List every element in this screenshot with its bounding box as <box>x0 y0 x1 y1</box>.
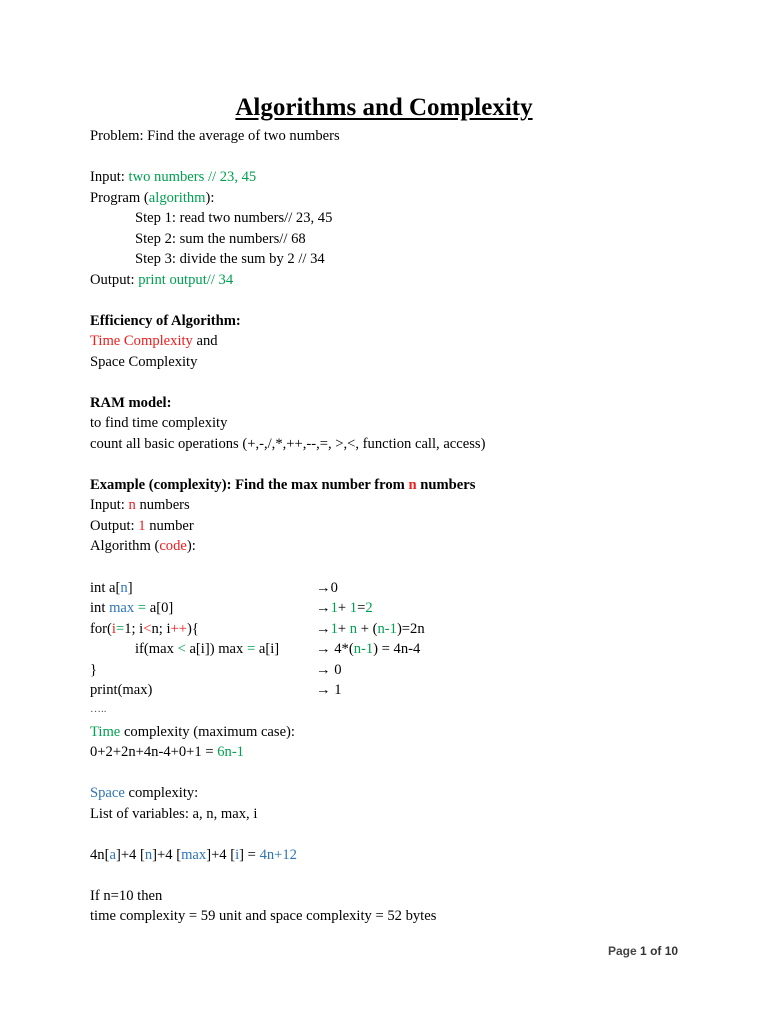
op-count-6: → 1 <box>316 682 342 698</box>
code-line-4: if(max < a[i]) max = a[i] <box>135 641 280 657</box>
time-complexity-line: Time Complexity and <box>90 333 218 349</box>
document-title: Algorithms and Complexity <box>235 94 533 121</box>
arrow-icon: → <box>316 662 331 678</box>
code-line-3: for(i=1; i<n; i++){ <box>90 621 199 637</box>
step-1: Step 1: read two numbers// 23, 45 <box>135 210 333 226</box>
input-line: Input: two numbers // 23, 45 <box>90 169 257 185</box>
code-line-2: int max = a[0] <box>90 600 174 616</box>
page-number: Page 1 of 10 <box>608 944 679 958</box>
ram-line-1: to find time complexity <box>90 415 228 431</box>
example-output: Output: 1 number <box>90 518 194 534</box>
arrow-icon: → <box>316 641 331 657</box>
conclusion-line-1: If n=10 then <box>90 888 163 904</box>
example-input: Input: n numbers <box>90 497 190 513</box>
op-count-4: → 4*(n-1) = 4n-4 <box>316 641 421 657</box>
variables-list: List of variables: a, n, max, i <box>90 806 258 822</box>
output-line: Output: print output// 34 <box>90 272 234 288</box>
program-line: Program (algorithm): <box>90 190 215 206</box>
ram-line-2: count all basic operations (+,-,/,*,++,--,=, >,<, function call, access) <box>90 436 486 452</box>
arrow-icon: → <box>316 580 331 596</box>
arrow-icon: → <box>316 682 331 698</box>
step-3: Step 3: divide the sum by 2 // 34 <box>135 251 325 267</box>
space-complexity-heading: Space complexity: <box>90 785 199 801</box>
conclusion-line-2: time complexity = 59 unit and space complexity = 52 bytes <box>90 908 437 924</box>
ram-heading: RAM model: <box>90 395 172 411</box>
arrow-icon: → <box>316 600 331 616</box>
code-line-5: } <box>90 662 98 678</box>
time-complexity-heading: Time complexity (maximum case): <box>90 724 295 740</box>
time-complexity-formula: 0+2+2n+4n-4+0+1 = 6n-1 <box>90 744 244 760</box>
problem-line: Problem: Find the average of two numbers <box>90 128 340 144</box>
code-line-6: print(max) <box>90 682 153 698</box>
op-count-5: → 0 <box>316 662 342 678</box>
space-complexity-formula: 4n[a]+4 [n]+4 [max]+4 [i] = 4n+12 <box>90 847 297 863</box>
step-2: Step 2: sum the numbers// 68 <box>135 231 306 247</box>
arrow-icon: → <box>316 621 331 637</box>
example-algorithm: Algorithm (code): <box>90 538 196 554</box>
example-heading: Example (complexity): Find the max number from n numbers <box>90 477 476 493</box>
op-count-3: →1+ n + (n-1)=2n <box>316 621 425 637</box>
op-count-2: →1+ 1=2 <box>316 600 373 616</box>
code-line-1: int a[n] <box>90 580 133 596</box>
space-complexity-line: Space Complexity <box>90 354 198 370</box>
code-ellipsis: ….. <box>90 703 107 715</box>
efficiency-heading: Efficiency of Algorithm: <box>90 313 241 329</box>
op-count-1: →0 <box>316 580 338 596</box>
